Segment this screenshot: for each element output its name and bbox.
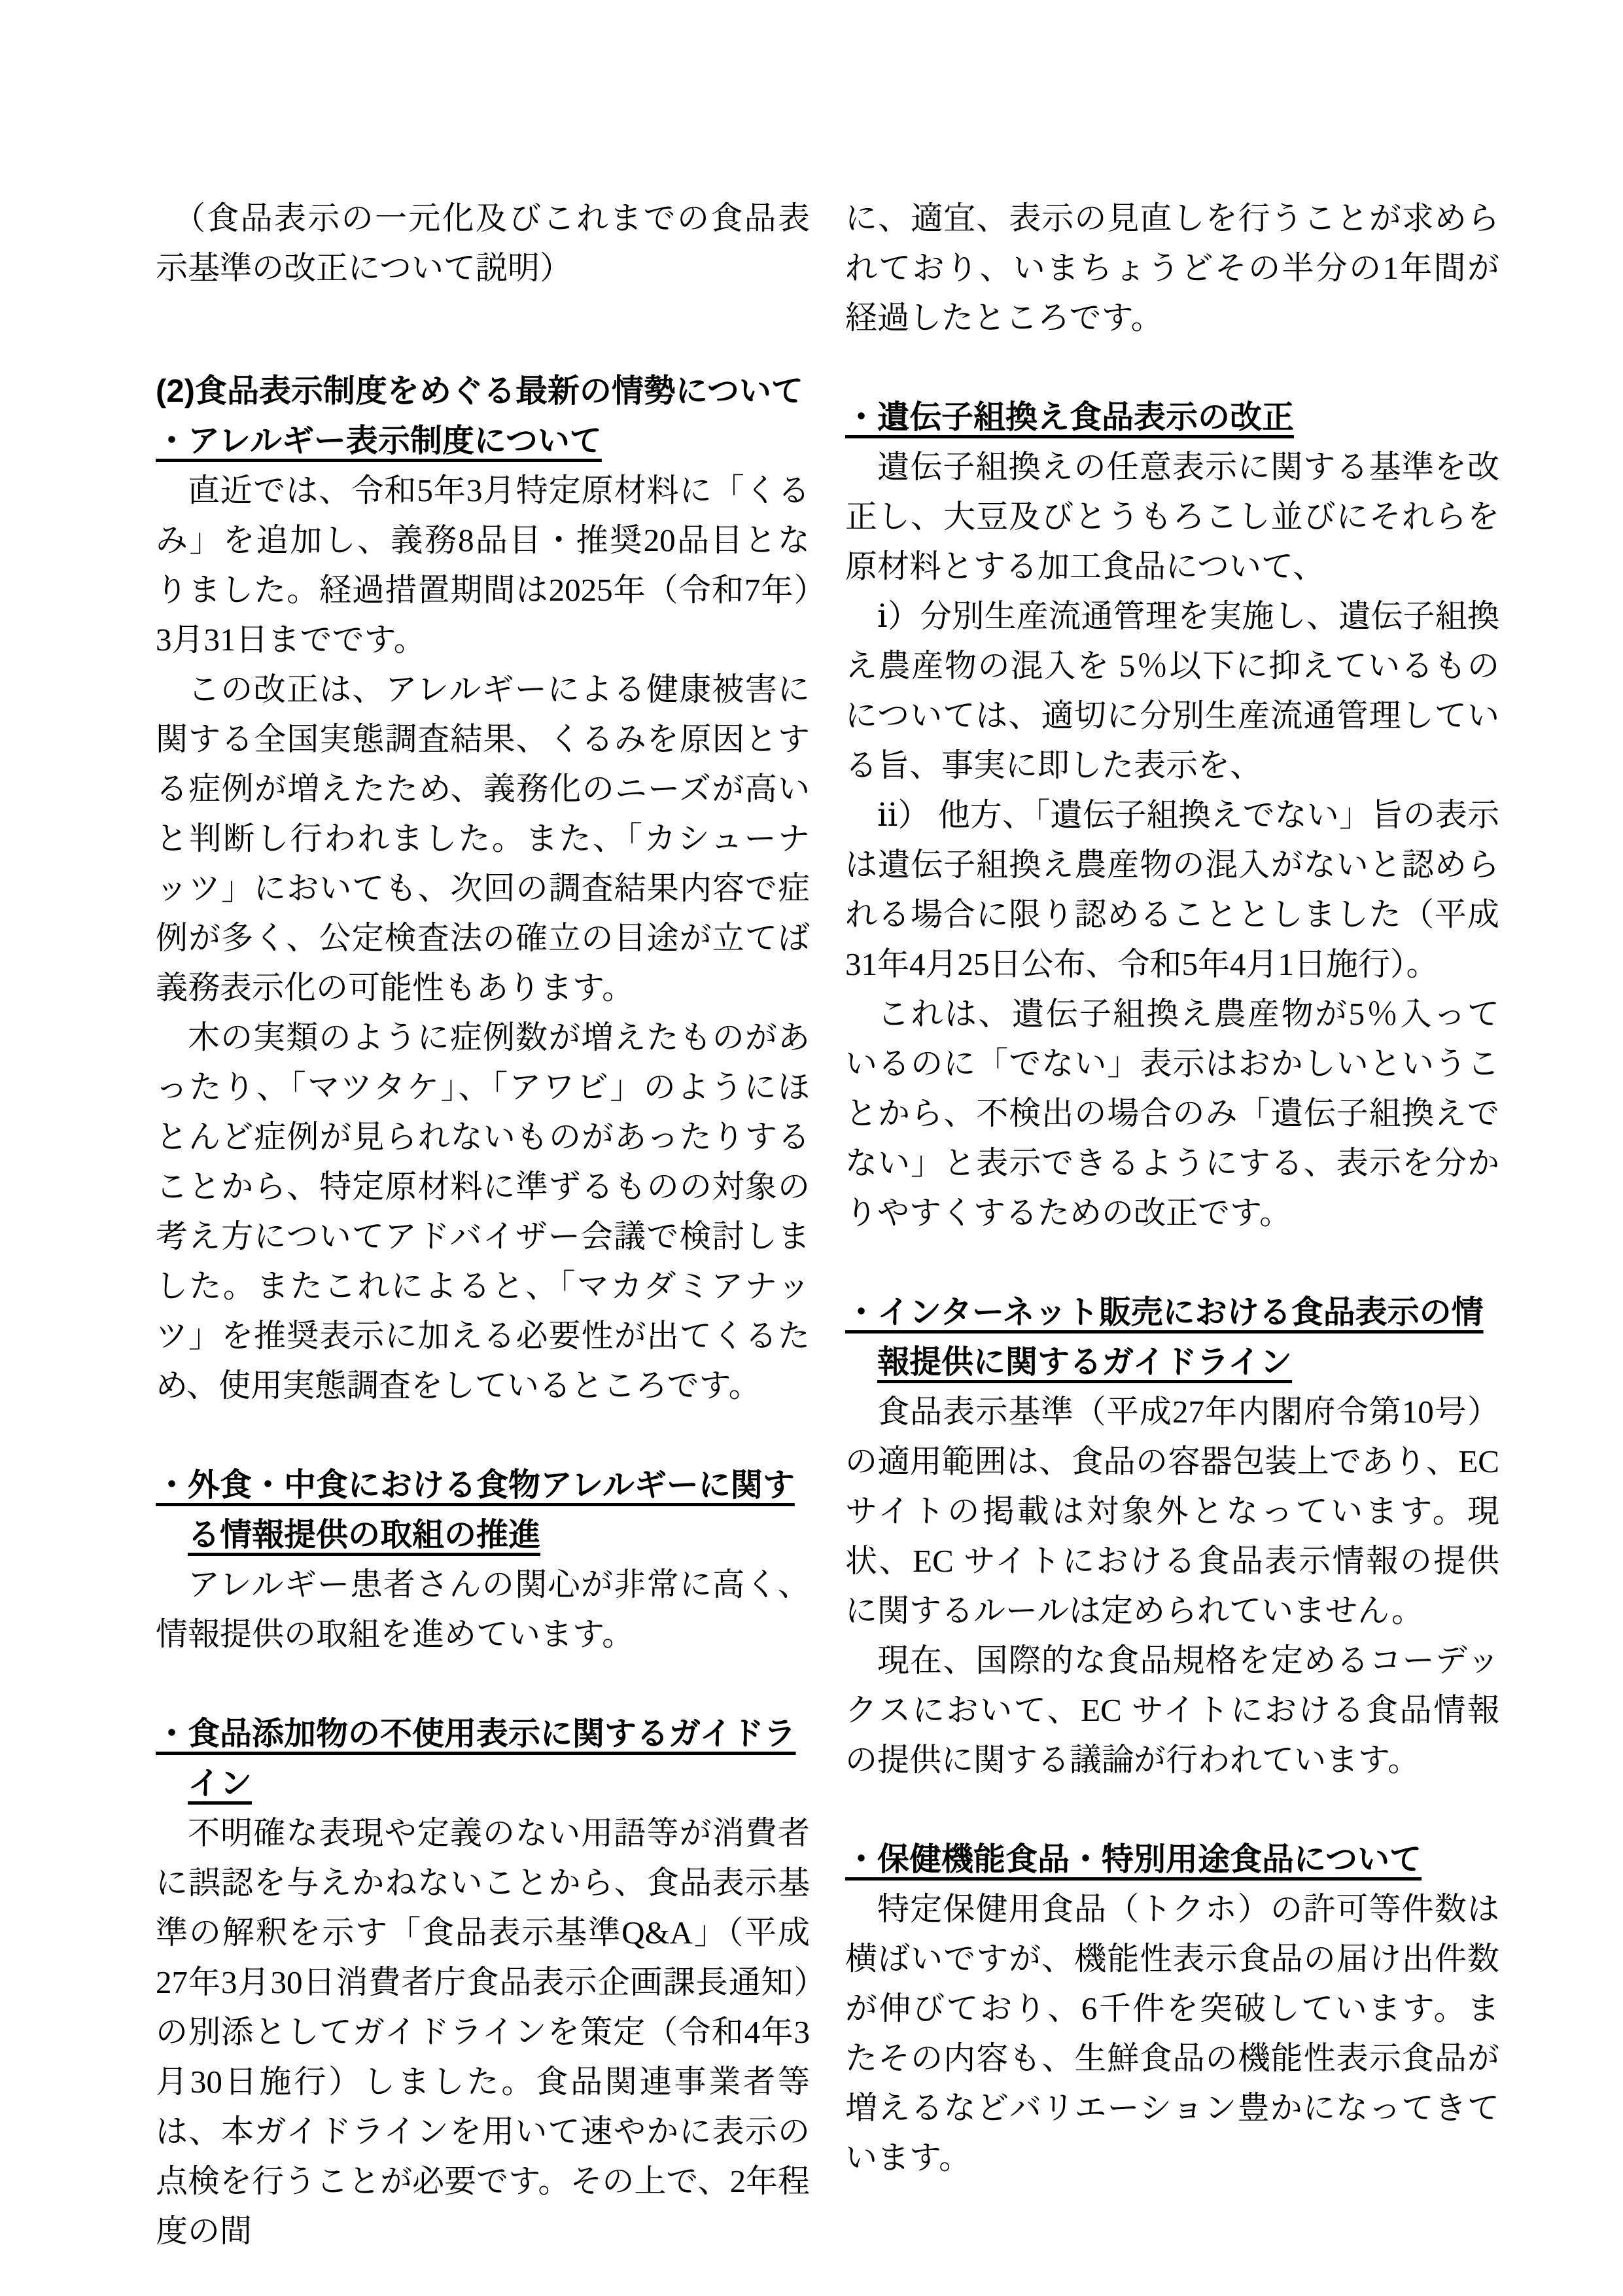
intro-note: （食品表示の一元化及びこれまでの食品表示基準の改正について説明） (156, 200, 810, 286)
heading-gmo-labeling-revision: ・遺伝子組換え食品表示の改正 (845, 400, 1295, 435)
para-additive-guideline: 不明確な表現や定義のない用語等が消費者に誤認を与えかねないことから、食品表示基準の解釈を示す「食品表示基準Q&A」（平成27年3月30日消費者庁食品表示企画課長通知）の別添としてガイドラインを策定（令和4年3月30日施行）しました。食品関連事業者等は、本ガイドラインを用いて速やかに表示の点検を行うことが必要です。その上で、2年程度の間 (156, 1815, 810, 2249)
heading-allergy-labeling: ・アレルギー表示制度について (156, 423, 602, 459)
left-column (156, 194, 810, 2256)
para-allergy-recent-revision: 直近では、令和5年3月特定原材料に「くるみ」を追加し、義務8品目・推奨20品目となりました。経過措置期間は2025年（令和7年）3月31日までです。 (156, 472, 810, 658)
right-column (845, 194, 1499, 2183)
para-additive-guideline-continuation: に、適宜、表示の見直しを行うことが求められており、いまちょうどその半分の1年間が経過したところです。 (845, 200, 1499, 336)
para-allergy-walnut-cashew: この改正は、アレルギーによる健康被害に関する全国実態調査結果、くるみを原因とする症例が増えたため、義務化のニーズが高いと判断し行われました。また、「カシューナッツ」においても、次回の調査結果内容で症例が多く、公定検査法の確立の目途が立てば義務表示化の可能性もあります。 (156, 671, 810, 1006)
para-gmo-reason: これは、遺伝子組換え農産物が5％入っているのに「でない」表示はおかしいということから、不検出の場合のみ「遺伝子組換えでない」と表示できるようにする、表示を分かりやすくするための改正です。 (845, 996, 1499, 1231)
para-health-functional-foods: 特定保健用食品（トクホ）の許可等件数は横ばいですが、機能性表示食品の届け出件数が伸びており、6千件を突破しています。またその内容も、生鮮食品の機能性表示食品が増えるなどバリエーション豊かになってきています。 (845, 1891, 1499, 2176)
heading-ec-site-guideline: ・インターネット販売における食品表示の情報提供に関するガイドライン (845, 1295, 1484, 1380)
heading-health-functional-foods: ・保健機能食品・特別用途食品について (845, 1842, 1422, 1877)
section-heading-latest-situation: (2)食品表示制度をめぐる最新の情勢について (156, 374, 803, 409)
para-gmo-intro: 遺伝子組換えの任意表示に関する基準を改正し、大豆及びとうもろこし並びにそれらを原材料とする加工食品について、 (845, 449, 1499, 584)
para-allergy-tree-nuts: 木の実類のように症例数が増えたものがあったり、「マツタケ」、「アワビ」のようにほとんど症例が見られないものがあったりすることから、特定原材料に準ずるものの対象の考え方についてアドバイザー会議で検討しました。またこれによると、「マカダミアナッツ」を推奨表示に加える必要性が出てくるため、使用実態調査をしているところです。 (156, 1019, 810, 1404)
heading-eating-out-allergy-info: ・外食・中食における食物アレルギーに関する情報提供の取組の推進 (156, 1468, 795, 1553)
para-gmo-item-1: ⅰ）分別生産流通管理を実施し、遺伝子組換え農産物の混入を 5％以下に抑えているものについては、適切に分別生産流通管理している旨、事実に即した表示を、 (845, 598, 1499, 783)
heading-additive-free-guideline: ・食品添加物の不使用表示に関するガイドライン (156, 1716, 796, 1801)
para-ec-codex: 現在、国際的な食品規格を定めるコーデックスにおいて、EC サイトにおける食品情報の提供に関する議論が行われています。 (845, 1642, 1499, 1778)
para-eating-out-info: アレルギー患者さんの関心が非常に高く、情報提供の取組を進めています。 (156, 1566, 810, 1652)
para-ec-scope: 食品表示基準（平成27年内閣府令第10号）の適用範囲は、食品の容器包装上であり、EC サイトの掲載は対象外となっています。現状、EC サイトにおける食品表示情報の提供に関するルールは定められていません。 (845, 1394, 1499, 1629)
para-gmo-item-2: ⅱ） 他方、「遺伝子組換えでない」旨の表示は遺伝子組換え農産物の混入がないと認められる場合に限り認めることとしました（平成31年4月25日公布、令和5年4月1日施行）。 (845, 797, 1499, 982)
